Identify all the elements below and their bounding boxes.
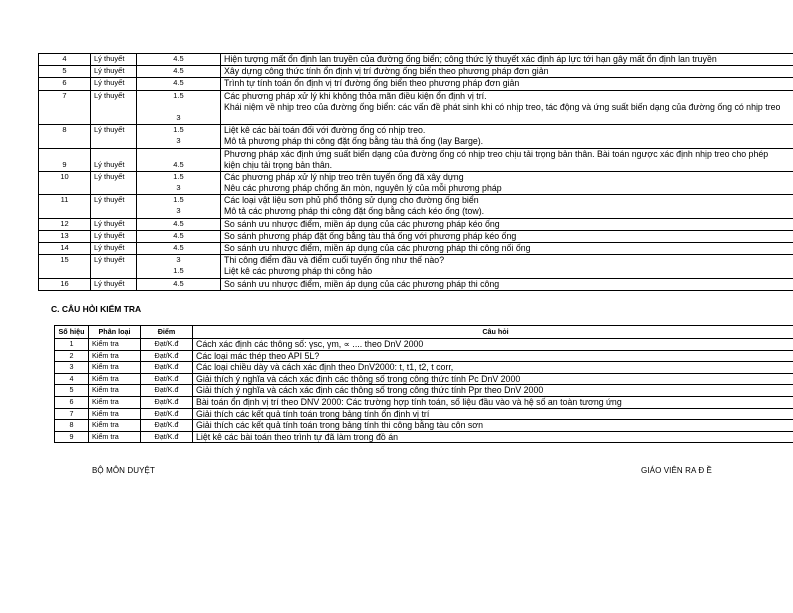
row-number: 10 bbox=[39, 171, 91, 194]
question-score: Đạt/K.đ bbox=[141, 373, 193, 385]
row-number: 6 bbox=[39, 78, 91, 90]
row-score bbox=[137, 66, 221, 78]
row-number: 9 bbox=[39, 148, 91, 171]
row-score bbox=[137, 54, 221, 66]
row-number: 11 bbox=[39, 195, 91, 218]
header-row bbox=[55, 326, 793, 339]
question-score: Đạt/K.đ bbox=[141, 431, 193, 443]
question-score: Đạt/K.đ bbox=[141, 350, 193, 362]
content-line: Các loại vật liệu sơn phủ phổ thông sử dụng cho đường ống biển bbox=[224, 195, 479, 206]
score-line: 1.5 bbox=[173, 125, 184, 135]
score-line: 4.5 bbox=[173, 159, 184, 169]
row-score bbox=[137, 90, 221, 125]
row-type: Lý thuyết bbox=[91, 255, 137, 278]
score-line: 3 bbox=[176, 136, 181, 146]
row-type: Lý thuyết bbox=[91, 278, 137, 290]
content-line: Xây dựng công thức tính ổn định vị trí đường ống biển theo phương pháp đơn giản bbox=[224, 66, 549, 77]
row-content bbox=[221, 90, 793, 125]
content-line: Khái niệm về nhịp treo của đường ống biển: các vấn đề phát sinh khi có nhịp treo, tác động và ứng suất biến dạng của đường ống có nhịp treo bbox=[224, 101, 781, 112]
row-content bbox=[221, 218, 793, 230]
table-row bbox=[55, 396, 793, 408]
table-row bbox=[39, 66, 793, 78]
row-type: Lý thuyết bbox=[91, 90, 137, 125]
row-type: Lý thuyết bbox=[91, 54, 137, 66]
score-line: 1.5 bbox=[173, 195, 184, 205]
score-line: 1.5 bbox=[173, 171, 184, 181]
row-type: Lý thuyết bbox=[91, 195, 137, 218]
question-type: Kiểm tra bbox=[89, 431, 141, 443]
content-line: Liệt kê các phương pháp thi công hảo bbox=[224, 266, 373, 277]
score-line: 3 bbox=[176, 112, 181, 122]
header-score: Điểm bbox=[141, 326, 193, 339]
row-score bbox=[137, 278, 221, 290]
question-type: Kiểm tra bbox=[89, 385, 141, 397]
content-line: Trình tự tính toán ổn định vị trí đường ống biển theo phương pháp đơn giản bbox=[224, 78, 520, 89]
row-content bbox=[221, 148, 793, 171]
row-score bbox=[137, 218, 221, 230]
question-text: Bài toán ổn định vị trí theo DNV 2000: Các trường hợp tính toán, số liệu đầu vào và hệ số an toàn tương ứng bbox=[193, 396, 793, 408]
question-text: Các loại mác thép theo API 5L? bbox=[193, 350, 793, 362]
table-row bbox=[39, 78, 793, 90]
score-line: 4.5 bbox=[173, 218, 184, 228]
header-type: Phân loại bbox=[89, 326, 141, 339]
row-score bbox=[137, 243, 221, 255]
question-score: Đạt/K.đ bbox=[141, 420, 193, 432]
content-line: So sánh ưu nhược điểm, miền áp dụng của các phương pháp thi công bbox=[224, 278, 500, 289]
row-content bbox=[221, 78, 793, 90]
section-c-title: C. CÂU HỎI KIỂM TRA bbox=[51, 304, 142, 314]
content-line: Phương pháp xác định ứng suất biến dạng của đường ống có nhịp treo chịu tải trọng bản thân. Bài toán ngược xác định nhịp treo cho phép bbox=[224, 148, 769, 159]
check-question-table bbox=[54, 325, 793, 443]
table-row bbox=[55, 373, 793, 385]
row-number: 15 bbox=[39, 255, 91, 278]
row-type: Lý thuyết bbox=[91, 243, 137, 255]
header-question: Câu hỏi bbox=[193, 326, 793, 339]
table-row bbox=[39, 148, 793, 171]
row-type: Lý thuyết bbox=[91, 125, 137, 148]
table-row bbox=[39, 278, 793, 290]
row-score bbox=[137, 171, 221, 194]
content-line: Hiện tượng mất ổn định lan truyền của đường ống biển; công thức lý thuyết xác định áp lực tới hạn gây mất ổn định lan truyền bbox=[224, 54, 717, 64]
theory-question-table bbox=[38, 53, 793, 291]
row-content bbox=[221, 255, 793, 278]
question-number: 9 bbox=[55, 431, 89, 443]
row-type: Lý thuyết bbox=[91, 66, 137, 78]
row-number: 12 bbox=[39, 218, 91, 230]
score-line: 4.5 bbox=[173, 243, 184, 252]
row-score bbox=[137, 255, 221, 278]
question-text: Giải thích các kết quả tính toán trong bảng tính ổn định vị trí bbox=[193, 408, 793, 420]
row-content bbox=[221, 195, 793, 218]
question-number: 8 bbox=[55, 420, 89, 432]
row-content bbox=[221, 54, 793, 66]
question-number: 3 bbox=[55, 362, 89, 374]
score-line bbox=[140, 149, 217, 160]
table-row bbox=[55, 431, 793, 443]
question-number: 1 bbox=[55, 339, 89, 351]
score-line: 4.5 bbox=[173, 230, 184, 240]
table-row bbox=[39, 243, 793, 255]
table-row bbox=[55, 350, 793, 362]
question-text: Giải thích ý nghĩa và cách xác định các thông số trong công thức tính Pc DnV 2000 bbox=[193, 373, 793, 385]
row-score bbox=[137, 230, 221, 242]
score-line: 4.5 bbox=[173, 66, 184, 76]
table-row bbox=[39, 218, 793, 230]
score-line: 4.5 bbox=[173, 278, 184, 288]
content-line bbox=[224, 113, 793, 124]
score-line: 1.5 bbox=[173, 266, 184, 276]
question-text: Cách xác định các thông số: γsc, γm, ∝ .... theo DnV 2000 bbox=[193, 339, 793, 351]
row-number: 4 bbox=[39, 54, 91, 66]
content-line: So sánh phương pháp đặt ống bằng tàu thả ống với phương pháp kéo ống bbox=[224, 230, 517, 241]
question-number: 6 bbox=[55, 396, 89, 408]
table-row bbox=[39, 195, 793, 218]
question-number: 5 bbox=[55, 385, 89, 397]
question-score: Đạt/K.đ bbox=[141, 396, 193, 408]
question-number: 7 bbox=[55, 408, 89, 420]
score-line: 4.5 bbox=[173, 78, 184, 88]
row-content bbox=[221, 230, 793, 242]
content-line: Mô tả các phương pháp thi công đặt ống bằng cách kéo ống (tow). bbox=[224, 206, 485, 217]
question-text: Giải thích ý nghĩa và cách xác định các thông số trong công thức tính Ppr theo DnV 2000 bbox=[193, 385, 793, 397]
content-line: Liệt kê các bài toán đối với đường ống có nhịp treo. bbox=[224, 125, 426, 136]
table-row bbox=[55, 385, 793, 397]
score-line: 3 bbox=[176, 183, 181, 193]
table-row bbox=[39, 171, 793, 194]
table-row bbox=[39, 54, 793, 66]
row-content bbox=[221, 125, 793, 148]
row-number: 8 bbox=[39, 125, 91, 148]
question-text: Các loại chiều dày và cách xác định theo DnV2000: t, t1, t2, t corr, bbox=[193, 362, 793, 374]
question-score: Đạt/K.đ bbox=[141, 408, 193, 420]
row-number: 7 bbox=[39, 90, 91, 125]
table-row bbox=[39, 90, 793, 125]
content-line: So sánh ưu nhược điểm, miền áp dụng của các phương pháp kéo ống bbox=[224, 218, 500, 229]
content-line: Nêu các phương pháp chống ăn mòn, nguyên lý của mỗi phương pháp bbox=[224, 183, 502, 194]
content-line: Các phương pháp xử lý khi không thỏa mãn điều kiện ổn định vị trí. bbox=[224, 90, 487, 101]
row-content bbox=[221, 66, 793, 78]
row-number: 5 bbox=[39, 66, 91, 78]
score-line: 3 bbox=[176, 255, 181, 265]
row-type: Lý thuyết bbox=[91, 78, 137, 90]
question-score: Đạt/K.đ bbox=[141, 385, 193, 397]
question-type: Kiểm tra bbox=[89, 396, 141, 408]
department-approval-label: BỘ MÔN DUYỆT bbox=[92, 466, 155, 475]
row-number: 16 bbox=[39, 278, 91, 290]
table-row bbox=[55, 408, 793, 420]
row-number: 13 bbox=[39, 230, 91, 242]
question-text: Giải thích các kết quả tính toán trong bảng tính thi công bằng tàu côn sơn bbox=[193, 420, 793, 432]
lecturer-signature-label: GIÁO VIÊN RA Đ Ề bbox=[641, 466, 712, 475]
question-type: Kiểm tra bbox=[89, 362, 141, 374]
score-line bbox=[140, 102, 217, 113]
row-type: Lý thuyết bbox=[91, 230, 137, 242]
row-score bbox=[137, 195, 221, 218]
table-row bbox=[39, 255, 793, 278]
question-number: 4 bbox=[55, 373, 89, 385]
table-row bbox=[55, 362, 793, 374]
content-line: Thi công điểm đầu và điểm cuối tuyến ống như thế nào? bbox=[224, 255, 445, 266]
table-row bbox=[39, 230, 793, 242]
row-content bbox=[221, 278, 793, 290]
score-line: 4.5 bbox=[173, 54, 184, 63]
row-content bbox=[221, 171, 793, 194]
row-score bbox=[137, 125, 221, 148]
score-line: 3 bbox=[176, 206, 181, 216]
question-type: Kiểm tra bbox=[89, 373, 141, 385]
question-type: Kiểm tra bbox=[89, 420, 141, 432]
question-score: Đạt/K.đ bbox=[141, 339, 193, 351]
row-type: Lý thuyết bbox=[91, 218, 137, 230]
content-line: So sánh ưu nhược điểm, miền áp dụng của các phương pháp thi công nối ống bbox=[224, 243, 531, 253]
content-line: Mô tả phương pháp thi công đặt ống bằng tàu thả ống (lay Barge). bbox=[224, 136, 484, 147]
row-content bbox=[221, 243, 793, 255]
question-type: Kiểm tra bbox=[89, 339, 141, 351]
row-score bbox=[137, 148, 221, 171]
question-number: 2 bbox=[55, 350, 89, 362]
header-no: Số hiệu bbox=[55, 326, 89, 339]
score-line: 1.5 bbox=[173, 90, 184, 100]
content-line: kiện chịu tải trọng bản thân. bbox=[224, 159, 333, 170]
table-row bbox=[55, 339, 793, 351]
table-row bbox=[39, 125, 793, 148]
question-type: Kiểm tra bbox=[89, 350, 141, 362]
question-text: Liệt kê các bài toán theo trình tự đã làm trong đồ án bbox=[193, 431, 793, 443]
row-score bbox=[137, 78, 221, 90]
row-type: Lý thuyết bbox=[91, 148, 137, 171]
row-number: 14 bbox=[39, 243, 91, 255]
question-score: Đạt/K.đ bbox=[141, 362, 193, 374]
question-type: Kiểm tra bbox=[89, 408, 141, 420]
content-line: Các phương pháp xử lý nhịp treo trên tuyến ống đã xây dựng bbox=[224, 171, 464, 182]
row-type: Lý thuyết bbox=[91, 171, 137, 194]
table-row bbox=[55, 420, 793, 432]
